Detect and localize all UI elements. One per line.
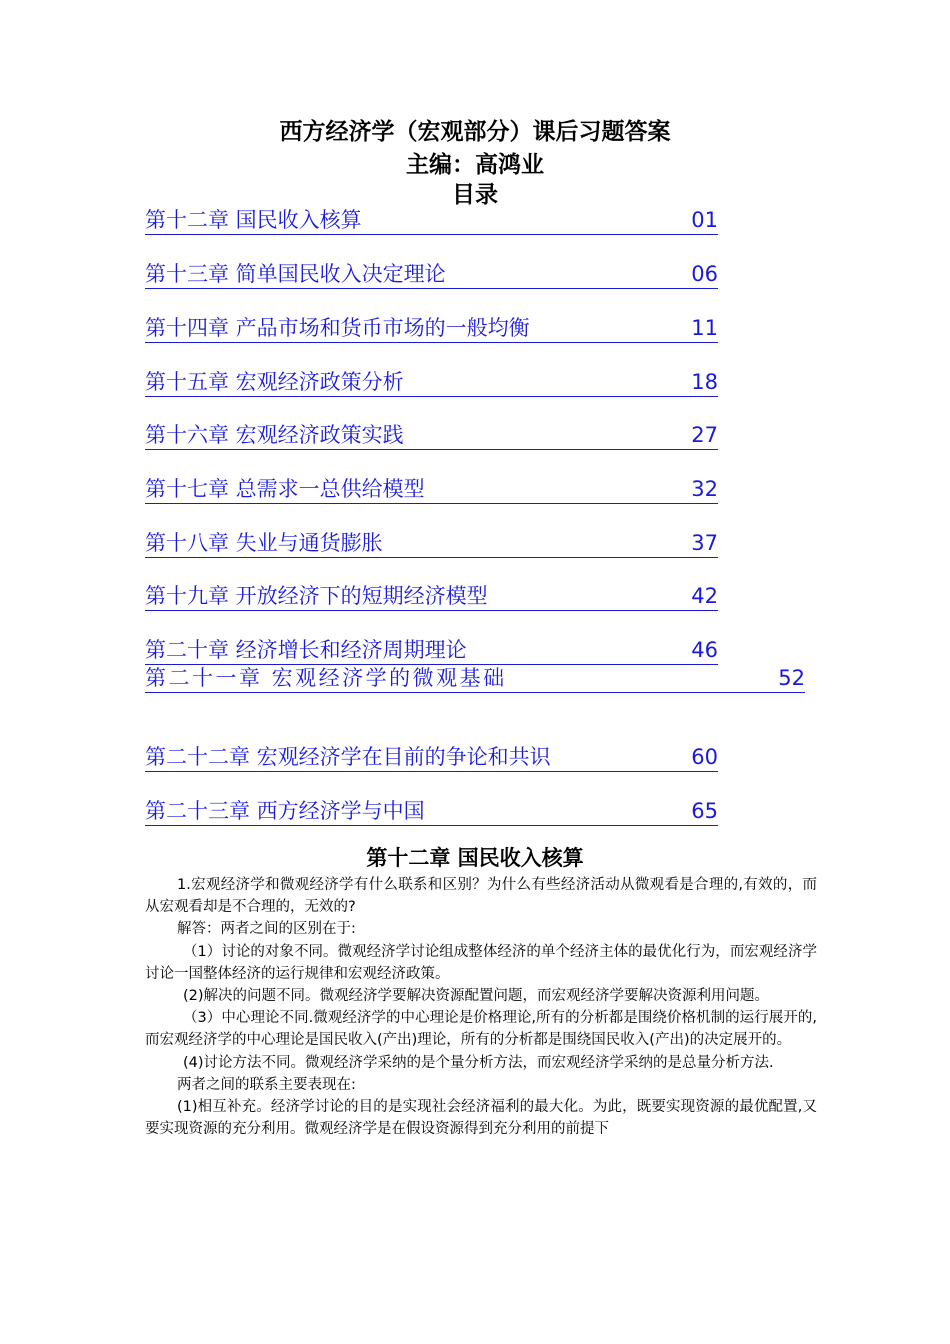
body-paragraph: (1)相互补充。经济学讨论的目的是实现社会经济福利的最大化。为此，既要实现资源的最优配置,又要实现资源的充分利用。微观经济学是在假设资源得到充分利用的前提下	[145, 1099, 817, 1138]
body-paragraph: （3）中心理论不同.微观经济学的中心理论是价格理论,所有的分析都是围绕价格机制的运行展开的,而宏观经济学的中心理论是国民收入(产出)理论，所有的分析都是围绕国民收入(产出)的决定展开的。	[145, 1010, 817, 1049]
toc-link-ch18[interactable]	[145, 529, 718, 558]
toc-page-number: 27	[691, 423, 718, 447]
toc-label: 第十六章 宏观经济政策实践	[145, 423, 404, 447]
toc-link-ch23[interactable]	[145, 797, 718, 826]
toc-page-number: 01	[691, 208, 718, 232]
toc-link-ch22[interactable]	[145, 743, 718, 772]
toc-link-ch16[interactable]	[145, 421, 718, 450]
editor-line: 主编：高鸿业	[406, 152, 544, 178]
toc-page-number: 46	[691, 638, 718, 662]
toc-page-number: 06	[691, 262, 718, 286]
body-paragraph: (2)解决的问题不同。微观经济学要解决资源配置问题，而宏观经济学要解决资源利用问题。	[183, 988, 770, 1005]
toc-link-ch17[interactable]	[145, 475, 718, 504]
toc-page-number: 42	[691, 584, 718, 608]
toc-heading: 目录	[452, 182, 498, 208]
body-paragraph: 两者之间的联系主要表现在:	[177, 1076, 356, 1093]
toc-label: 第十五章 宏观经济政策分析	[145, 370, 404, 394]
body-paragraph: (4)讨论方法不同。微观经济学采纳的是个量分析方法，而宏观经济学采纳的是总量分析方法.	[183, 1054, 774, 1071]
question-paragraph: 1.宏观经济学和微观经济学有什么联系和区别？为什么有些经济活动从微观看是合理的,有效的，而从宏观看却是不合理的，无效的?	[145, 877, 817, 916]
toc-label: 第十七章 总需求一总供给模型	[145, 477, 425, 501]
document-title: 西方经济学（宏观部分）课后习题答案	[279, 119, 671, 145]
toc-label: 第二十二章 宏观经济学在目前的争论和共识	[145, 745, 551, 769]
toc-label: 第十八章 失业与通货膨胀	[145, 531, 383, 555]
toc-link-ch20[interactable]	[145, 636, 718, 665]
chapter-body	[145, 874, 817, 1140]
toc-label: 第二十一章 宏观经济学的微观基础	[145, 666, 507, 690]
toc-label: 第二十章 经济增长和经济周期理论	[145, 638, 467, 662]
toc-page-number: 32	[691, 477, 718, 501]
toc-link-ch19[interactable]	[145, 582, 718, 611]
toc-label: 第十三章 简单国民收入决定理论	[145, 262, 446, 286]
toc-page-number: 60	[691, 745, 718, 769]
toc-label: 第十二章 国民收入核算	[145, 208, 362, 232]
answer-intro: 解答：两者之间的区别在于:	[177, 921, 356, 938]
body-paragraph: （1）讨论的对象不同。微观经济学讨论组成整体经济的单个经济主体的最优化行为，而宏观经济学讨论一国整体经济的运行规律和宏观经济政策。	[145, 943, 817, 982]
toc-page-number: 37	[691, 531, 718, 555]
toc-link-ch13[interactable]	[145, 260, 718, 289]
toc-label: 第十九章 开放经济下的短期经济模型	[145, 584, 488, 608]
toc-label: 第十四章 产品市场和货币市场的一般均衡	[145, 316, 530, 340]
toc-link-ch14[interactable]	[145, 314, 718, 343]
toc-page-number: 65	[691, 799, 718, 823]
toc-link-ch15[interactable]	[145, 368, 718, 397]
toc-page-number: 52	[778, 666, 805, 690]
toc-page-number: 11	[691, 316, 718, 340]
chapter-heading: 第十二章 国民收入核算	[366, 846, 584, 870]
toc-link-ch12[interactable]	[145, 206, 718, 235]
toc-label: 第二十三章 西方经济学与中国	[145, 799, 425, 823]
toc-page-number: 18	[691, 370, 718, 394]
toc-link-ch21[interactable]	[145, 664, 805, 693]
